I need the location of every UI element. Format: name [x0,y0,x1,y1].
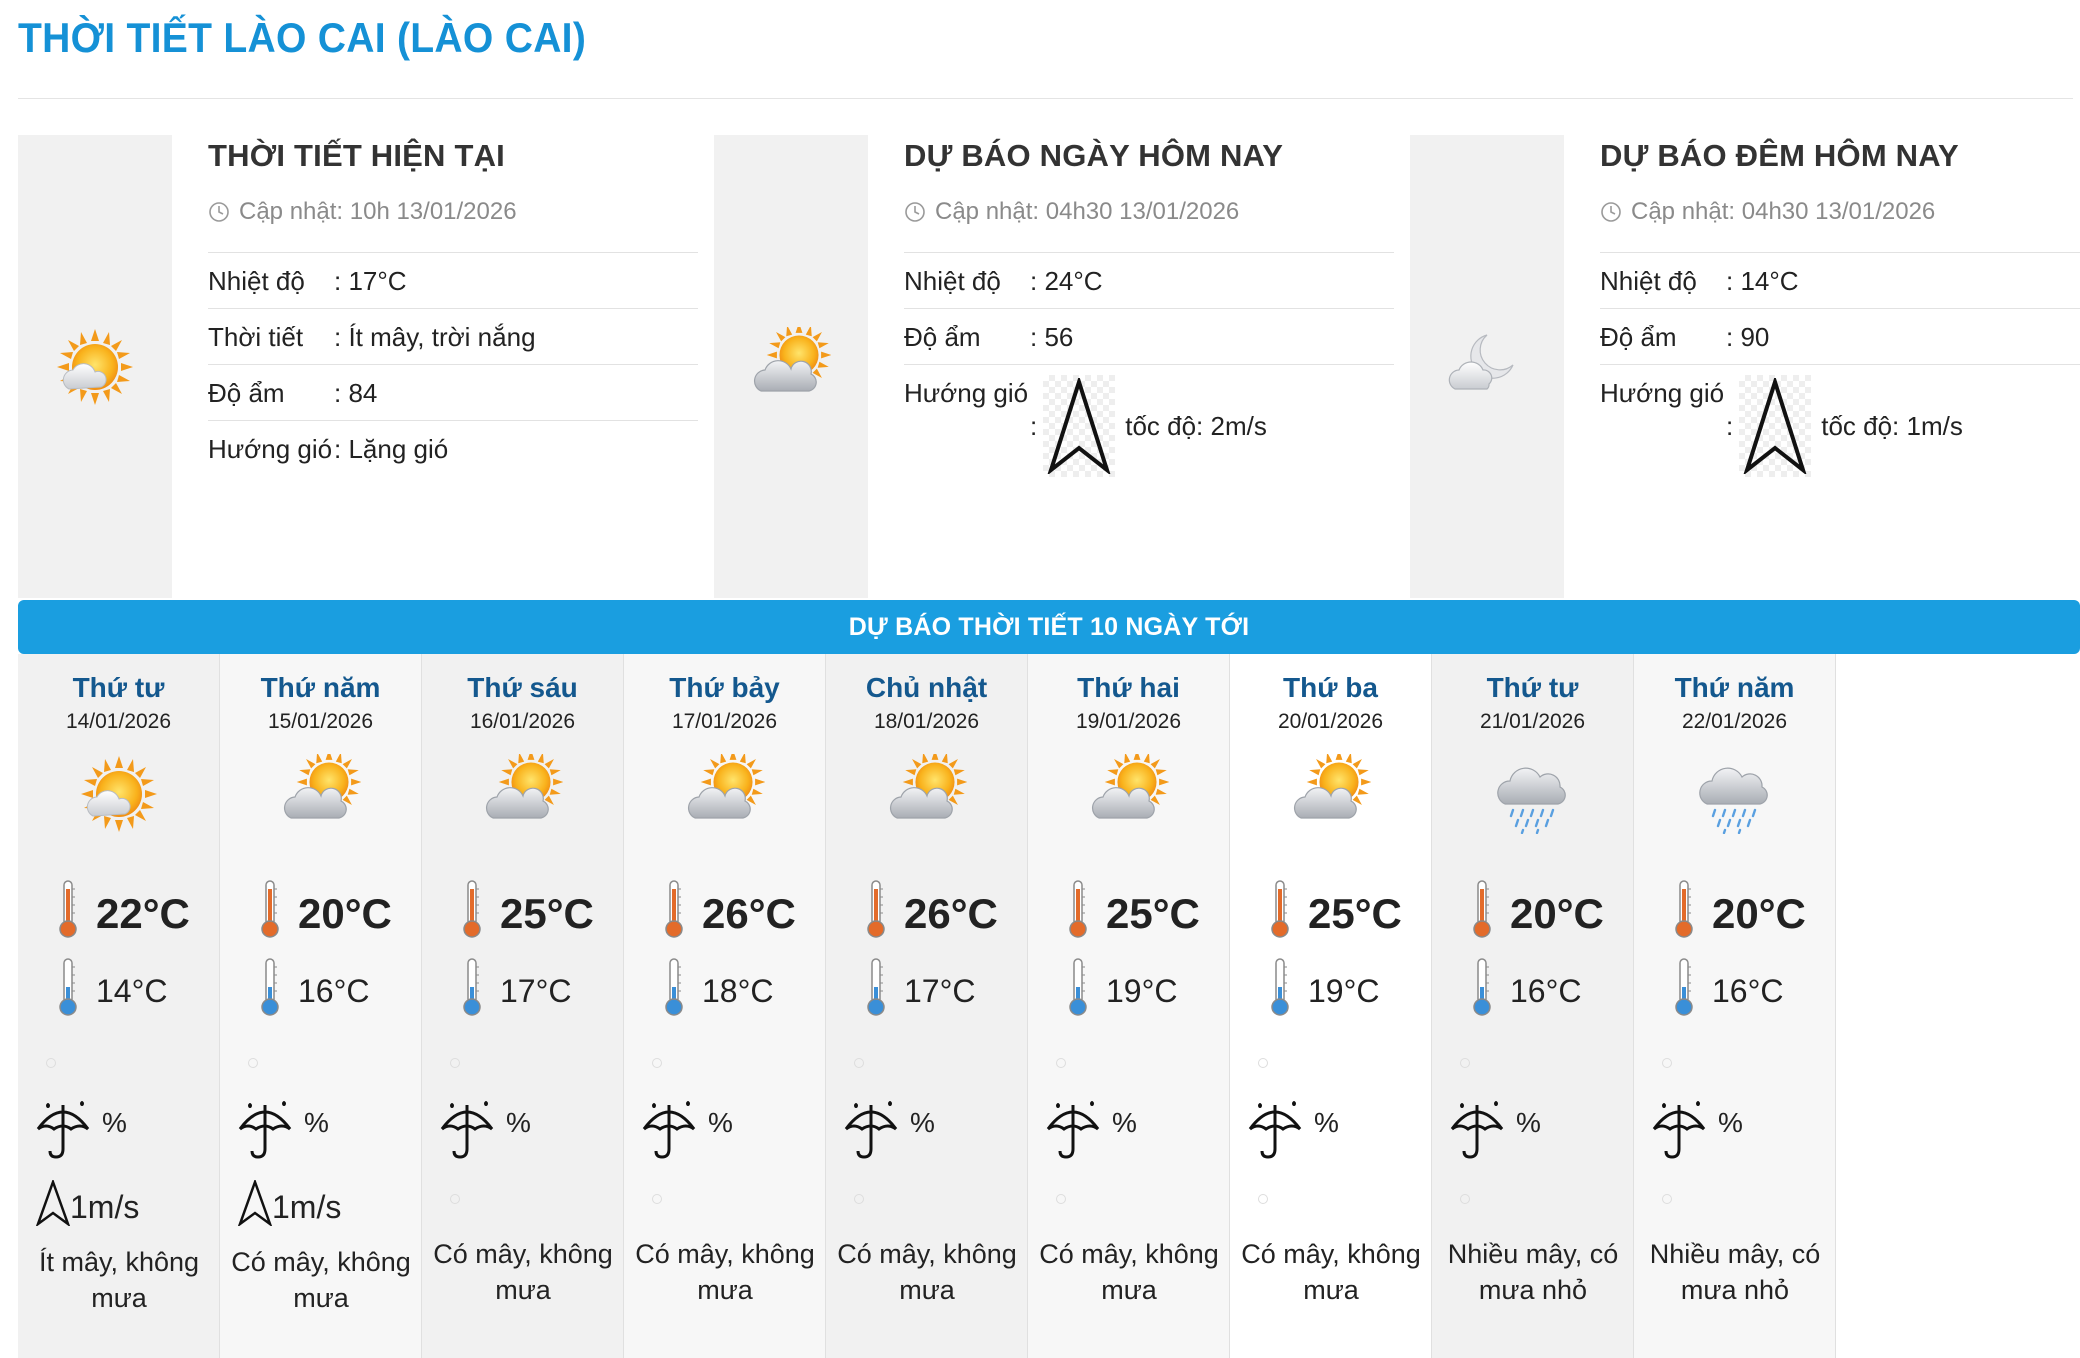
temperature-row [1600,253,2080,309]
day-date: 19/01/2026 [1075,710,1182,733]
min-temp-value: 17°C [500,972,572,1009]
umbrella-icon [1246,1099,1312,1168]
max-temp-value: 25°C [500,890,594,937]
max-temperature [866,879,998,949]
day-name: Thứ năm [1674,672,1795,703]
cloudy-sun-icon [1230,754,1431,834]
clock-icon [904,201,926,223]
current-weather-panel [18,135,714,598]
thermometer-hot-icon [664,879,684,949]
placeholder-dot-icon [1460,1058,1470,1068]
rain-chance-value: % [1112,1107,1137,1138]
update-time [208,198,698,226]
max-temp-value: 25°C [1106,890,1200,937]
thermometer-hot-icon [1472,879,1492,949]
thermometer-cold-icon [1068,957,1088,1025]
placeholder-dot-icon [1460,1194,1470,1204]
rain-chance-value: % [304,1107,329,1138]
umbrella-icon [1044,1099,1110,1168]
condition-row [208,309,698,365]
page-title: THỜI TIẾT LÀO CAI (LÀO CAI) [18,14,587,61]
row-value: : 14°C [1726,266,1799,296]
min-temperature [1270,957,1380,1025]
max-temp-value: 20°C [1510,890,1604,937]
min-temperature [462,957,572,1025]
min-temp-value: 14°C [96,972,168,1009]
day-name: Thứ sáu [467,672,578,703]
max-temperature [1674,879,1806,949]
row-value: : Ít mây, trời nắng [334,322,536,352]
thermometer-cold-icon [1674,957,1694,1025]
cloudy-sun-icon [422,754,623,834]
day-name: Thứ tư [1486,672,1579,703]
forecast-day [220,654,422,1358]
umbrella-icon [438,1099,504,1168]
row-label: Độ ẩm [208,378,285,408]
thermometer-cold-icon [1472,957,1492,1025]
wind-speed-value: 1m/s [272,1188,342,1225]
thermometer-hot-icon [58,879,78,949]
thermometer-hot-icon [462,879,482,949]
max-temperature [1472,879,1604,949]
partly-sunny-icon [18,754,219,834]
min-temperature [260,957,370,1025]
rain-chance [438,1099,531,1168]
min-temperature [664,957,774,1025]
umbrella-icon [1448,1099,1514,1168]
row-value: : 17°C [334,266,407,296]
forecast-day [1230,654,1432,1358]
weather-description: Nhiều mây, có mưa nhỏ [1649,1239,1821,1305]
day-name: Thứ hai [1077,672,1180,703]
thermometer-hot-icon [1068,879,1088,949]
rain-chance-value: % [102,1107,127,1138]
min-temperature [58,957,168,1025]
wind-direction-icon [1739,375,1811,477]
current-weather-icon-column [18,135,172,598]
weather-description: Ít mây, không mưa [38,1247,200,1313]
wind-row [1600,365,2080,486]
wind-row [208,421,698,476]
placeholder-dot-icon [652,1058,662,1068]
forecast-day [422,654,624,1358]
placeholder-dot-icon [1056,1194,1066,1204]
update-time-text: Cập nhật: 10h 13/01/2026 [239,198,517,225]
forecast-day [1432,654,1634,1358]
humidity-row [904,309,1394,365]
min-temperature [1068,957,1178,1025]
min-temp-value: 17°C [904,972,976,1009]
wind-speed [238,1180,341,1234]
row-value: : 84 [334,378,378,408]
rain-chance [34,1099,127,1168]
row-label: Độ ẩm [904,322,981,352]
rain-chance [1650,1099,1743,1168]
rain-chance [640,1099,733,1168]
tonight-forecast-panel [1410,135,2080,598]
forecast-day [18,654,220,1358]
row-label: Hướng gió [1600,378,1725,408]
rain-chance-value: % [506,1107,531,1138]
rain-chance [842,1099,935,1168]
row-label: Hướng gió [904,378,1029,408]
rain-cloud-icon [1634,754,1835,834]
day-date: 17/01/2026 [671,710,778,733]
min-temp-value: 16°C [298,972,370,1009]
day-name: Thứ bảy [669,672,780,703]
clock-icon [1600,201,1622,223]
cloudy-sun-icon [624,754,825,834]
max-temperature [664,879,796,949]
placeholder-dot-icon [652,1194,662,1204]
weather-description: Có mây, không mưa [837,1239,1017,1305]
day-date: 18/01/2026 [873,710,980,733]
cloudy-sun-icon [826,754,1027,834]
partly-sunny-icon [55,327,135,407]
title-divider [18,98,2073,99]
max-temperature [260,879,392,949]
weather-description: Có mây, không mưa [1241,1239,1421,1305]
empty-column [1836,654,2070,1358]
wind-direction-icon [238,1180,272,1234]
cloudy-sun-icon [751,327,831,407]
rain-chance-value: % [1718,1107,1743,1138]
placeholder-dot-icon [1056,1058,1066,1068]
current-weather-info [208,135,698,476]
placeholder-dot-icon [1662,1058,1672,1068]
thermometer-hot-icon [866,879,886,949]
max-temp-value: 20°C [1712,890,1806,937]
min-temp-value: 19°C [1308,972,1380,1009]
thermometer-hot-icon [260,879,280,949]
temperature-row [208,253,698,309]
humidity-row [208,365,698,421]
panel-title: DỰ BÁO NGÀY HÔM NAY [904,138,1284,173]
placeholder-dot-icon [1258,1058,1268,1068]
row-value: : 90 [1726,322,1770,352]
day-name: Thứ năm [260,672,381,703]
rain-cloud-icon [1432,754,1633,834]
min-temp-value: 19°C [1106,972,1178,1009]
tonight-forecast-info [1600,135,2080,486]
day-date: 14/01/2026 [65,710,172,733]
day-date: 21/01/2026 [1479,710,1586,733]
rain-chance-value: % [1516,1107,1541,1138]
umbrella-icon [1650,1099,1716,1168]
cloudy-sun-icon [1028,754,1229,834]
max-temp-value: 22°C [96,890,190,937]
day-name: Chủ nhật [865,672,988,703]
cloudy-moon-icon [1447,327,1527,407]
placeholder-dot-icon [450,1058,460,1068]
thermometer-cold-icon [462,957,482,1025]
weather-description: Nhiều mây, có mưa nhỏ [1447,1239,1619,1305]
wind-value [1030,375,1394,477]
min-temp-value: 18°C [702,972,774,1009]
umbrella-icon [236,1099,302,1168]
rain-chance [1044,1099,1137,1168]
rain-chance [1448,1099,1541,1168]
wind-row [904,365,1394,486]
day-date: 22/01/2026 [1681,710,1788,733]
max-temperature [1068,879,1200,949]
row-label: Độ ẩm [1600,322,1677,352]
max-temp-value: 26°C [904,890,998,937]
cloudy-sun-icon [220,754,421,834]
placeholder-dot-icon [1258,1194,1268,1204]
placeholder-dot-icon [854,1058,864,1068]
placeholder-dot-icon [450,1194,460,1204]
forecast-days [18,654,2080,1358]
wind-separator: : [1726,411,1734,441]
humidity-row [1600,309,2080,365]
rain-chance [1246,1099,1339,1168]
rain-chance-value: % [708,1107,733,1138]
rain-chance-value: % [910,1107,935,1138]
thermometer-cold-icon [260,957,280,1025]
umbrella-icon [842,1099,908,1168]
umbrella-icon [640,1099,706,1168]
row-label: Nhiệt độ [208,266,305,296]
max-temp-value: 20°C [298,890,392,937]
rain-chance [236,1099,329,1168]
wind-direction-icon [36,1180,70,1234]
row-label: Nhiệt độ [904,266,1001,296]
max-temperature [1270,879,1402,949]
weather-description: Có mây, không mưa [231,1247,411,1313]
min-temp-value: 16°C [1712,972,1784,1009]
thermometer-cold-icon [1270,957,1290,1025]
row-value: : Lặng gió [334,434,449,464]
row-value: : 56 [1030,322,1074,352]
day-name: Thứ tư [72,672,165,703]
tonight-icon-column [1410,135,1564,598]
wind-speed: tốc độ: 1m/s [1821,411,1963,441]
min-temp-value: 16°C [1510,972,1582,1009]
row-label: Nhiệt độ [1600,266,1697,296]
placeholder-dot-icon [248,1058,258,1068]
thermometer-cold-icon [58,957,78,1025]
rain-chance-value: % [1314,1107,1339,1138]
forecast-day [1028,654,1230,1358]
today-forecast-panel [714,135,1410,598]
weather-description: Có mây, không mưa [433,1239,613,1305]
clock-icon [208,201,230,223]
umbrella-icon [34,1099,100,1168]
thermometer-cold-icon [664,957,684,1025]
placeholder-dot-icon [854,1194,864,1204]
today-icon-column [714,135,868,598]
forecast-banner: DỰ BÁO THỜI TIẾT 10 NGÀY TỚI [18,600,2080,654]
day-date: 15/01/2026 [267,710,374,733]
update-time [904,198,1394,226]
placeholder-dot-icon [1662,1194,1672,1204]
wind-speed-value: 1m/s [70,1188,140,1225]
update-time-text: Cập nhật: 04h30 13/01/2026 [935,198,1240,225]
min-temperature [1674,957,1784,1025]
day-name: Thứ ba [1283,672,1378,703]
placeholder-dot-icon [46,1058,56,1068]
forecast-day [826,654,1028,1358]
day-date: 16/01/2026 [469,710,576,733]
min-temperature [866,957,976,1025]
panel-title: THỜI TIẾT HIỆN TẠI [208,138,505,173]
temperature-row [904,253,1394,309]
forecast-day [624,654,826,1358]
panel-title: DỰ BÁO ĐÊM HÔM NAY [1600,138,1959,173]
update-time-text: Cập nhật: 04h30 13/01/2026 [1631,198,1936,225]
today-forecast-info [904,135,1394,486]
max-temperature [58,879,190,949]
thermometer-hot-icon [1674,879,1694,949]
forecast-day [1634,654,1836,1358]
max-temp-value: 26°C [702,890,796,937]
update-time [1600,198,2080,226]
wind-value [1726,375,2080,477]
row-value: : 24°C [1030,266,1103,296]
weather-description: Có mây, không mưa [1039,1239,1219,1305]
wind-separator: : [1030,411,1038,441]
day-date: 20/01/2026 [1277,710,1384,733]
max-temp-value: 25°C [1308,890,1402,937]
row-label: Thời tiết [208,322,304,352]
row-label: Hướng gió [208,434,333,464]
wind-speed: tốc độ: 2m/s [1125,411,1267,441]
weather-description: Có mây, không mưa [635,1239,815,1305]
wind-direction-icon [1043,375,1115,477]
thermometer-cold-icon [866,957,886,1025]
wind-speed [36,1180,139,1234]
thermometer-hot-icon [1270,879,1290,949]
max-temperature [462,879,594,949]
min-temperature [1472,957,1582,1025]
